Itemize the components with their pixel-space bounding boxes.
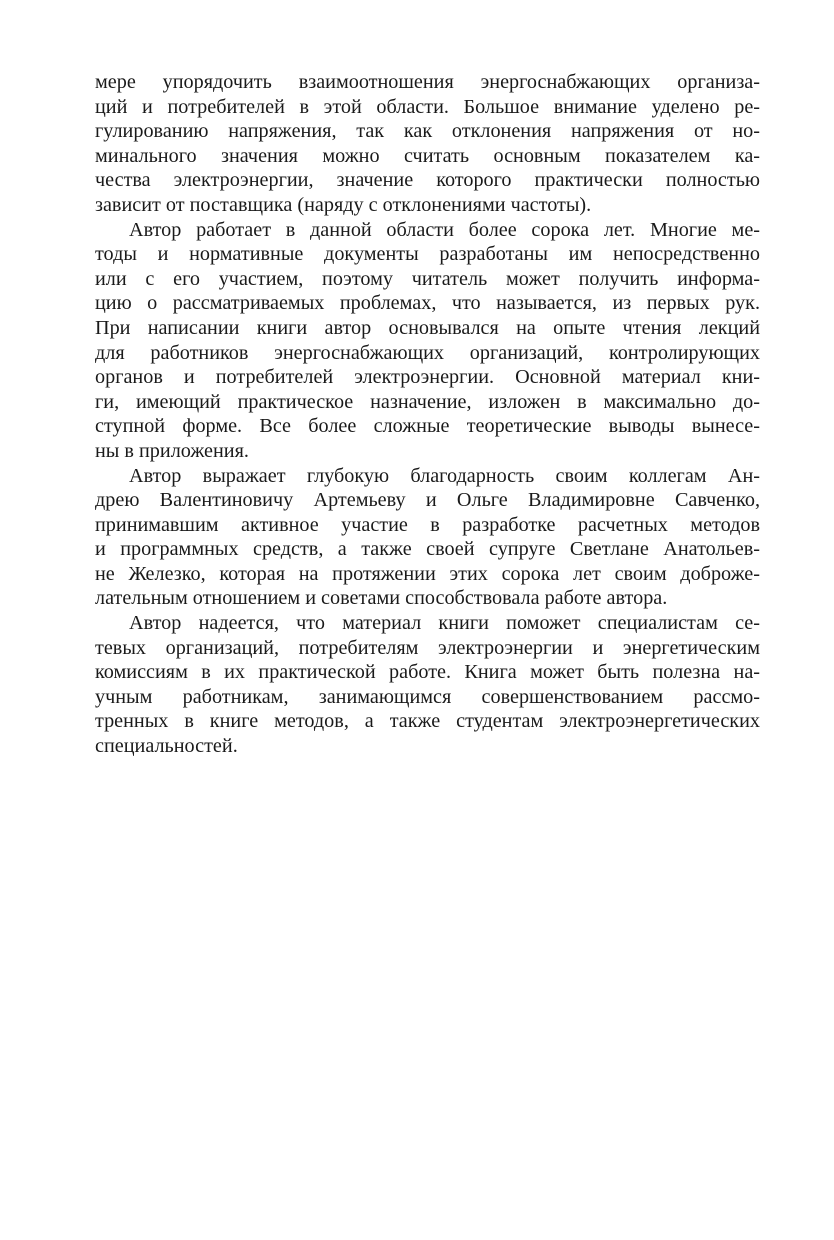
text-line: дрею Валентиновичу Артемьеву и Ольге Владимировне Савченко, [95, 489, 760, 512]
text-line: не Железко, которая на протяжении этих сорока лет своим доброже- [95, 562, 760, 585]
text-line: Автор надеется, что материал книги поможет специалистам се- [129, 612, 760, 635]
text-line: минального значения можно считать основным показателем ка- [95, 144, 760, 167]
text-line: органов и потребителей электроэнергии. Основной материал кни- [95, 366, 760, 389]
text-line: При написании книги автор основывался на опыте чтения лекций [95, 316, 760, 339]
paragraph-1 [95, 70, 760, 218]
text-line: учным работникам, занимающимся совершенствованием рассмо- [95, 685, 760, 708]
text-line: для работников энергоснабжающих организаций, контролирующих [95, 341, 760, 364]
text-line: ги, имеющий практическое назначение, изложен в максимально до- [95, 390, 760, 413]
paragraph-2 [95, 218, 760, 464]
text-line: специальностей. [95, 735, 238, 758]
text-line: зависит от поставщика (наряду с отклонениями частоты). [95, 193, 592, 216]
text-line: ступной форме. Все более сложные теоретические выводы вынесе- [95, 415, 760, 438]
text-line: чества электроэнергии, значение которого практически полностью [95, 169, 760, 192]
text-line: комиссиям в их практической работе. Книга может быть полезна на- [95, 661, 760, 684]
text-line: тренных в книге методов, а также студентам электроэнергетических [95, 710, 760, 733]
text-line: ций и потребителей в этой области. Большое внимание уделено ре- [95, 95, 760, 118]
text-line: или с его участием, поэтому читатель может получить информа- [95, 267, 760, 290]
text-line: мере упорядочить взаимоотношения энергоснабжающих организа- [95, 71, 760, 93]
text-line: Автор выражает глубокую благодарность своим коллегам Ан- [129, 464, 760, 487]
text-line: тевых организаций, потребителям электроэнергии и энергетическим [95, 636, 760, 659]
paragraph-3 [95, 464, 760, 612]
text-line: ны в приложения. [95, 439, 249, 462]
text-line: гулированию напряжения, так как отклонения напряжения от но- [95, 120, 760, 143]
text-line: лательным отношением и советами способствовала работе автора. [95, 587, 668, 610]
text-line: принимавшим активное участие в разработке расчетных методов [95, 513, 760, 536]
text-line: тоды и нормативные документы разработаны им непосредственно [95, 243, 760, 266]
text-line: и программных средств, а также своей супруге Светлане Анатольев- [95, 538, 760, 561]
text-line: Автор работает в данной области более сорока лет. Многие ме- [129, 218, 760, 241]
page-body [95, 70, 760, 759]
paragraph-4 [95, 611, 760, 759]
text-line: цию о рассматриваемых проблемах, что называется, из первых рук. [95, 292, 760, 315]
